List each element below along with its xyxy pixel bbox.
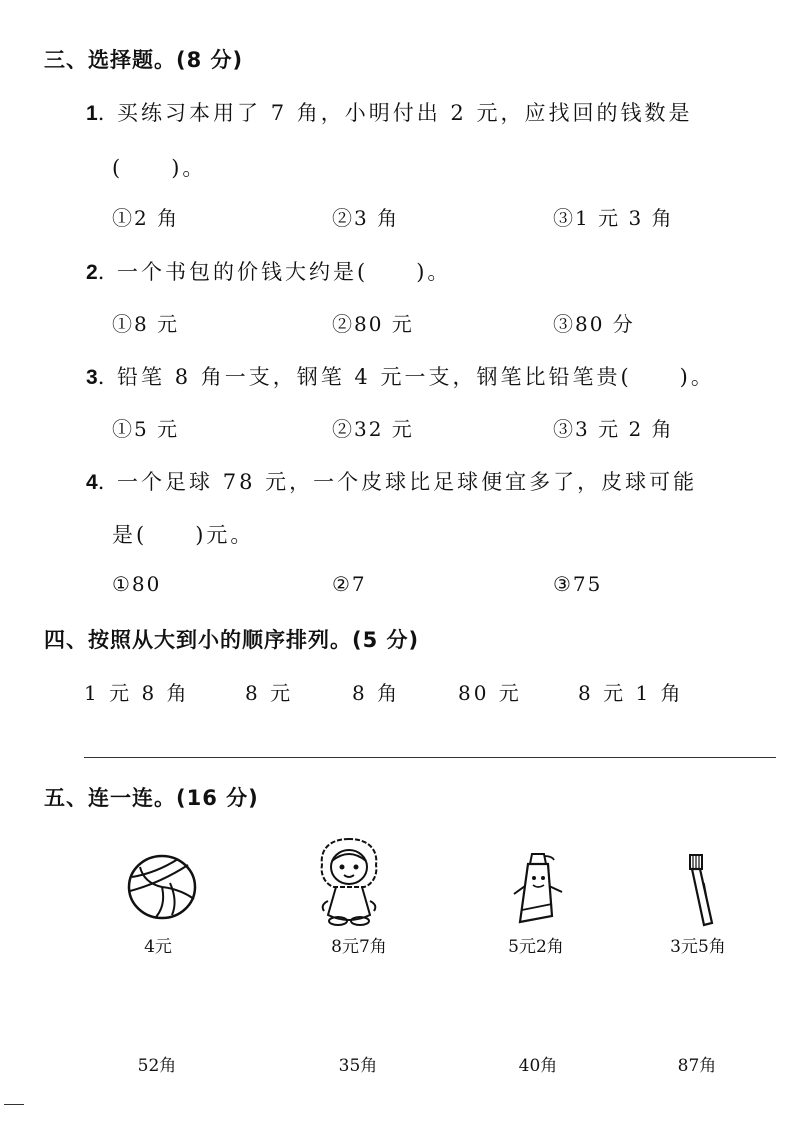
corner-mark [4, 1104, 24, 1105]
answer-3[interactable]: 40角 [518, 1056, 558, 1076]
toothbrush-icon[interactable] [686, 853, 720, 927]
question-3-number: 3 [86, 366, 98, 389]
order-item-4: 80 元 [458, 681, 522, 705]
question-3 [86, 361, 715, 391]
question-4-option-1[interactable]: ①80 [112, 572, 162, 596]
question-2 [86, 256, 451, 286]
question-2-option-2[interactable]: ②80 元 [332, 312, 414, 336]
question-2-option-3[interactable]: ③80 分 [553, 312, 635, 336]
divider-line [84, 757, 776, 758]
answer-4[interactable]: 87角 [677, 1056, 717, 1076]
question-1-option-3[interactable]: ③1 元 3 角 [553, 206, 674, 230]
question-1-option-1[interactable]: ①2 角 [112, 206, 180, 230]
question-4-blank: 是( )元。 [112, 523, 255, 547]
question-2-option-1[interactable]: ①8 元 [112, 312, 180, 336]
order-item-3: 8 角 [352, 681, 401, 705]
question-1-number: 1 [86, 102, 98, 125]
question-4-option-3[interactable]: ③75 [553, 572, 603, 596]
question-3-text: . 铅笔 8 角一支，钢笔 4 元一支，钢笔比铅笔贵( )。 [97, 365, 715, 389]
answer-1[interactable]: 52角 [137, 1056, 177, 1076]
question-4-option-2[interactable]: ②7 [332, 572, 367, 596]
order-item-5: 8 元 1 角 [578, 681, 684, 705]
price-toothbrush[interactable]: 3元5角 [670, 937, 726, 957]
order-item-1: 1 元 8 角 [84, 681, 190, 705]
question-1-option-2[interactable]: ②3 角 [332, 206, 400, 230]
answer-2[interactable]: 35角 [338, 1056, 378, 1076]
question-1-text: . 买练习本用了 7 角，小明付出 2 元，应找回的钱数是 [97, 101, 693, 125]
doll-icon[interactable] [314, 835, 384, 927]
question-4-number: 4 [86, 471, 98, 494]
question-2-number: 2 [86, 261, 98, 284]
question-4 [86, 466, 697, 496]
volleyball-icon[interactable] [126, 853, 198, 921]
section4-title: 四、按照从大到小的顺序排列。(5 分) [44, 628, 420, 652]
toothpaste-icon[interactable] [506, 852, 568, 926]
question-3-option-3[interactable]: ③3 元 2 角 [553, 417, 674, 441]
order-item-2: 8 元 [245, 681, 294, 705]
question-1 [86, 97, 692, 127]
question-1-blank: ( )。 [112, 156, 207, 180]
question-3-option-1[interactable]: ①5 元 [112, 417, 180, 441]
price-toothpaste[interactable]: 5元2角 [508, 937, 564, 957]
price-doll[interactable]: 8元7角 [331, 937, 387, 957]
question-3-option-2[interactable]: ②32 元 [332, 417, 414, 441]
section5-title: 五、连一连。(16 分) [44, 786, 259, 810]
question-2-text: . 一个书包的价钱大约是( )。 [97, 260, 452, 284]
question-4-text: . 一个足球 78 元，一个皮球比足球便宜多了，皮球可能 [97, 470, 698, 494]
section3-title: 三、选择题。(8 分) [44, 48, 244, 72]
price-volleyball[interactable]: 4元 [144, 937, 172, 957]
